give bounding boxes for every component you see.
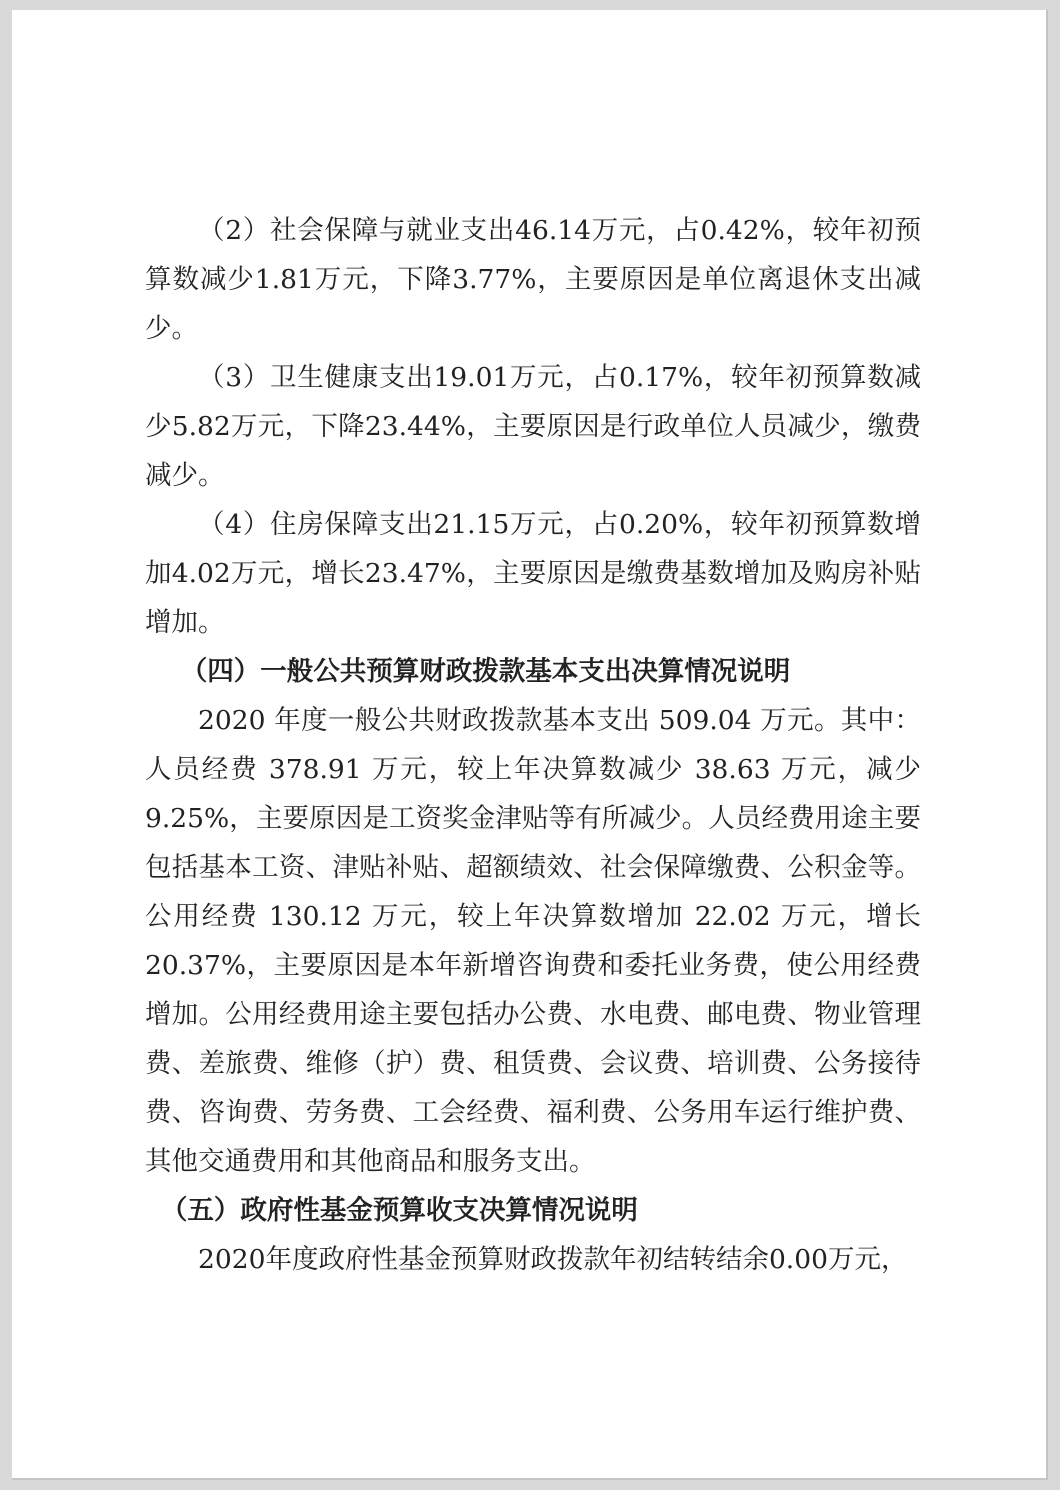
paragraph-basic-expenditure: 2020 年度一般公共财政拨款基本支出 509.04 万元。其中：人员经费 378.91 万元，较上年决算数减少 38.63 万元，减少9.25%，主要原因是工资奖金津贴等有所减少。人员经费用途主要包括基本工资、津贴补贴、超额绩效、社会保障缴费、公积金等。公用经费 130.12 万元，较上年决算数增加 22.02 万元，增长20.37%，主要原因是本年新增咨询费和委托业务费，使公用经费增加。公用经费用途主要包括办公费、水电费、邮电费、物业管理费、差旅费、维修（护）费、租赁费、会议费、培训费、公务接待费、咨询费、劳务费、工会经费、福利费、公务用车运行维护费、其他交通费用和其他商品和服务支出。	[145, 705, 921, 1177]
paragraph-social-security: （2）社会保障与就业支出46.14万元，占0.42%，较年初预算数减少1.81万元，下降3.77%，主要原因是单位离退休支出减少。	[145, 215, 921, 344]
section-heading-basic-expenditure: （四）一般公共预算财政拨款基本支出决算情况说明	[180, 656, 791, 687]
document-page	[12, 10, 1048, 1480]
paragraph-housing: （4）住房保障支出21.15万元，占0.20%，较年初预算数增加4.02万元，增长23.47%，主要原因是缴费基数增加及购房补贴增加。	[145, 509, 921, 638]
paragraph-government-fund: 2020年度政府性基金预算财政拨款年初结转结余0.00万元，	[198, 1244, 908, 1275]
paragraph-health: （3）卫生健康支出19.01万元，占0.17%，较年初预算数减少5.82万元，下降23.44%，主要原因是行政单位人员减少，缴费减少。	[145, 362, 921, 491]
section-heading-government-fund: （五）政府性基金预算收支决算情况说明	[160, 1195, 638, 1226]
document-body	[145, 206, 921, 1284]
